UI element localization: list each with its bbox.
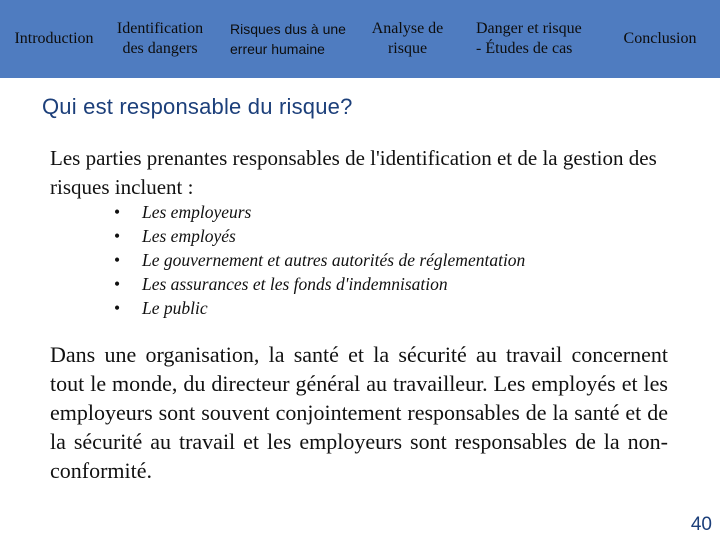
stakeholder-list	[110, 200, 525, 320]
list-item: • Les employés	[110, 224, 525, 248]
list-item: • Les employeurs	[110, 200, 525, 224]
list-item: • Le gouvernement et autres autorités de réglementation	[110, 248, 525, 272]
nav-analyse-risque[interactable]: Analyse de risque	[371, 20, 444, 57]
body-paragraph: Dans une organisation, la santé et la sécurité au travail concernent tout le monde, du directeur général au travailleur. Les employés et les employeurs sont souvent conjointement responsables de la santé et de la sécurité au travail et les employeurs sont responsables de la non-conformité.	[50, 342, 668, 483]
nav-identification-dangers[interactable]: Identification des dangers	[116, 20, 204, 57]
nav-introduction[interactable]: Introduction	[14, 30, 94, 47]
nav-risques-erreur-humaine[interactable]: Risques dus à une erreur humaine	[230, 21, 346, 57]
section-nav-bar	[0, 0, 720, 78]
page-number: 40	[690, 514, 712, 535]
list-item: • Le public	[110, 296, 525, 320]
intro-paragraph: Les parties prenantes responsables de l'identification et de la gestion des risques incluent :	[50, 146, 657, 199]
nav-danger-etudes-cas[interactable]: Danger et risque - Études de cas	[476, 20, 582, 57]
list-item: • Les assurances et les fonds d'indemnisation	[110, 272, 525, 296]
slide-title: Qui est responsable du risque?	[42, 94, 353, 119]
nav-conclusion[interactable]: Conclusion	[623, 30, 697, 47]
